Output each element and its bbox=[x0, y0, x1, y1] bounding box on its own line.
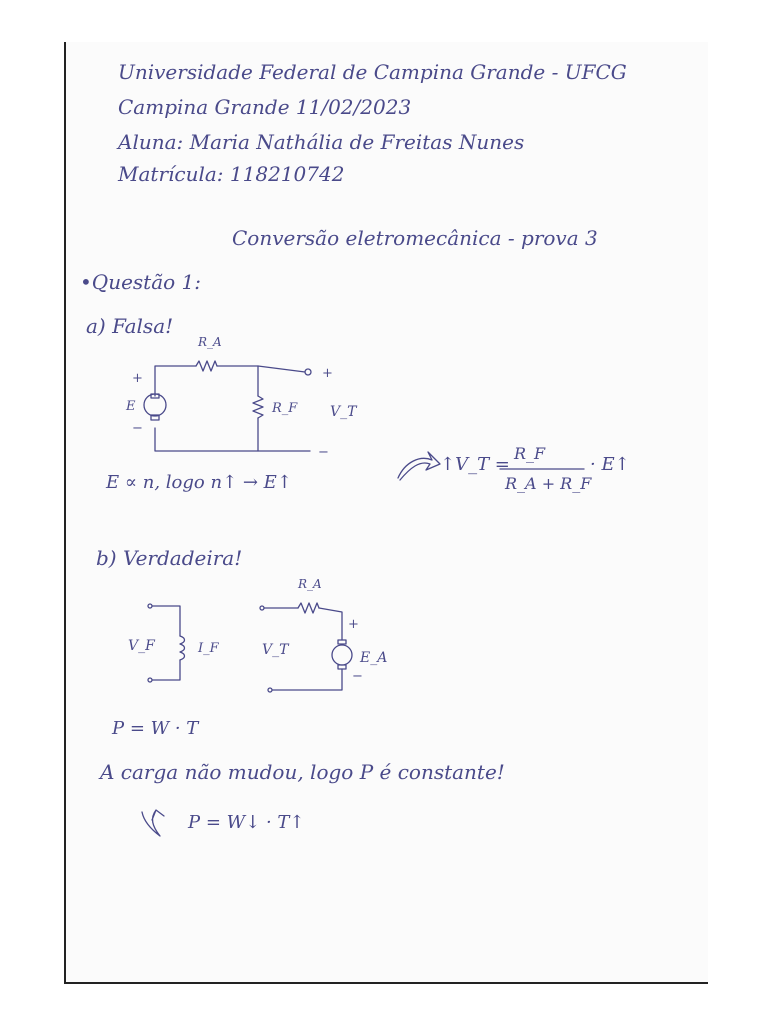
power-formula: P = W · T bbox=[112, 718, 199, 739]
minus-sign: − bbox=[132, 421, 143, 436]
ra-label: R_A bbox=[198, 335, 222, 349]
circuit-a bbox=[125, 335, 358, 460]
circuit-b-field bbox=[128, 604, 220, 682]
implies-arrow-icon bbox=[398, 452, 440, 480]
part-b-label: b) Verdadeira! bbox=[96, 546, 243, 570]
circuit-b-armature bbox=[260, 577, 387, 692]
exam-title: Conversão eletromecânica - prova 3 bbox=[232, 226, 598, 250]
minus-sign-b: − bbox=[352, 669, 363, 684]
result-right: · E↑ bbox=[590, 454, 630, 475]
question-label: •Questão 1: bbox=[80, 270, 201, 294]
if-label: I_F bbox=[198, 641, 219, 656]
plus-terminal: + bbox=[322, 366, 333, 381]
city-date-line: Campina Grande 11/02/2023 bbox=[118, 95, 412, 119]
rf-label: R_F bbox=[272, 401, 298, 416]
university-line: Universidade Federal de Campina Grande - UFCG bbox=[118, 60, 627, 84]
e-label: E bbox=[126, 399, 136, 414]
vt-label: V_T bbox=[330, 404, 357, 420]
fraction-denominator: R_A + R_F bbox=[505, 474, 592, 493]
load-statement: A carga não mudou, logo P é constante! bbox=[100, 760, 505, 784]
relation-text: E ∝ n, logo n↑ → E↑ bbox=[106, 472, 292, 493]
conclusion-arrow-icon bbox=[142, 810, 164, 836]
plus-sign: + bbox=[132, 371, 143, 386]
ra-label-b: R_A bbox=[298, 577, 322, 591]
vf-label: V_F bbox=[128, 638, 155, 654]
registration-line: Matrícula: 118210742 bbox=[118, 162, 345, 186]
vt-label-b: V_T bbox=[262, 642, 289, 658]
plus-sign-b: + bbox=[348, 617, 359, 632]
conclusion-formula: P = W↓ · T↑ bbox=[188, 812, 305, 833]
result-left: ↑V_T = bbox=[440, 454, 510, 475]
minus-terminal: − bbox=[318, 445, 329, 460]
ea-label: E_A bbox=[360, 650, 388, 666]
fraction-numerator: R_F bbox=[514, 444, 546, 463]
student-line: Aluna: Maria Nathália de Freitas Nunes bbox=[118, 130, 525, 154]
part-a-label: a) Falsa! bbox=[86, 314, 174, 338]
